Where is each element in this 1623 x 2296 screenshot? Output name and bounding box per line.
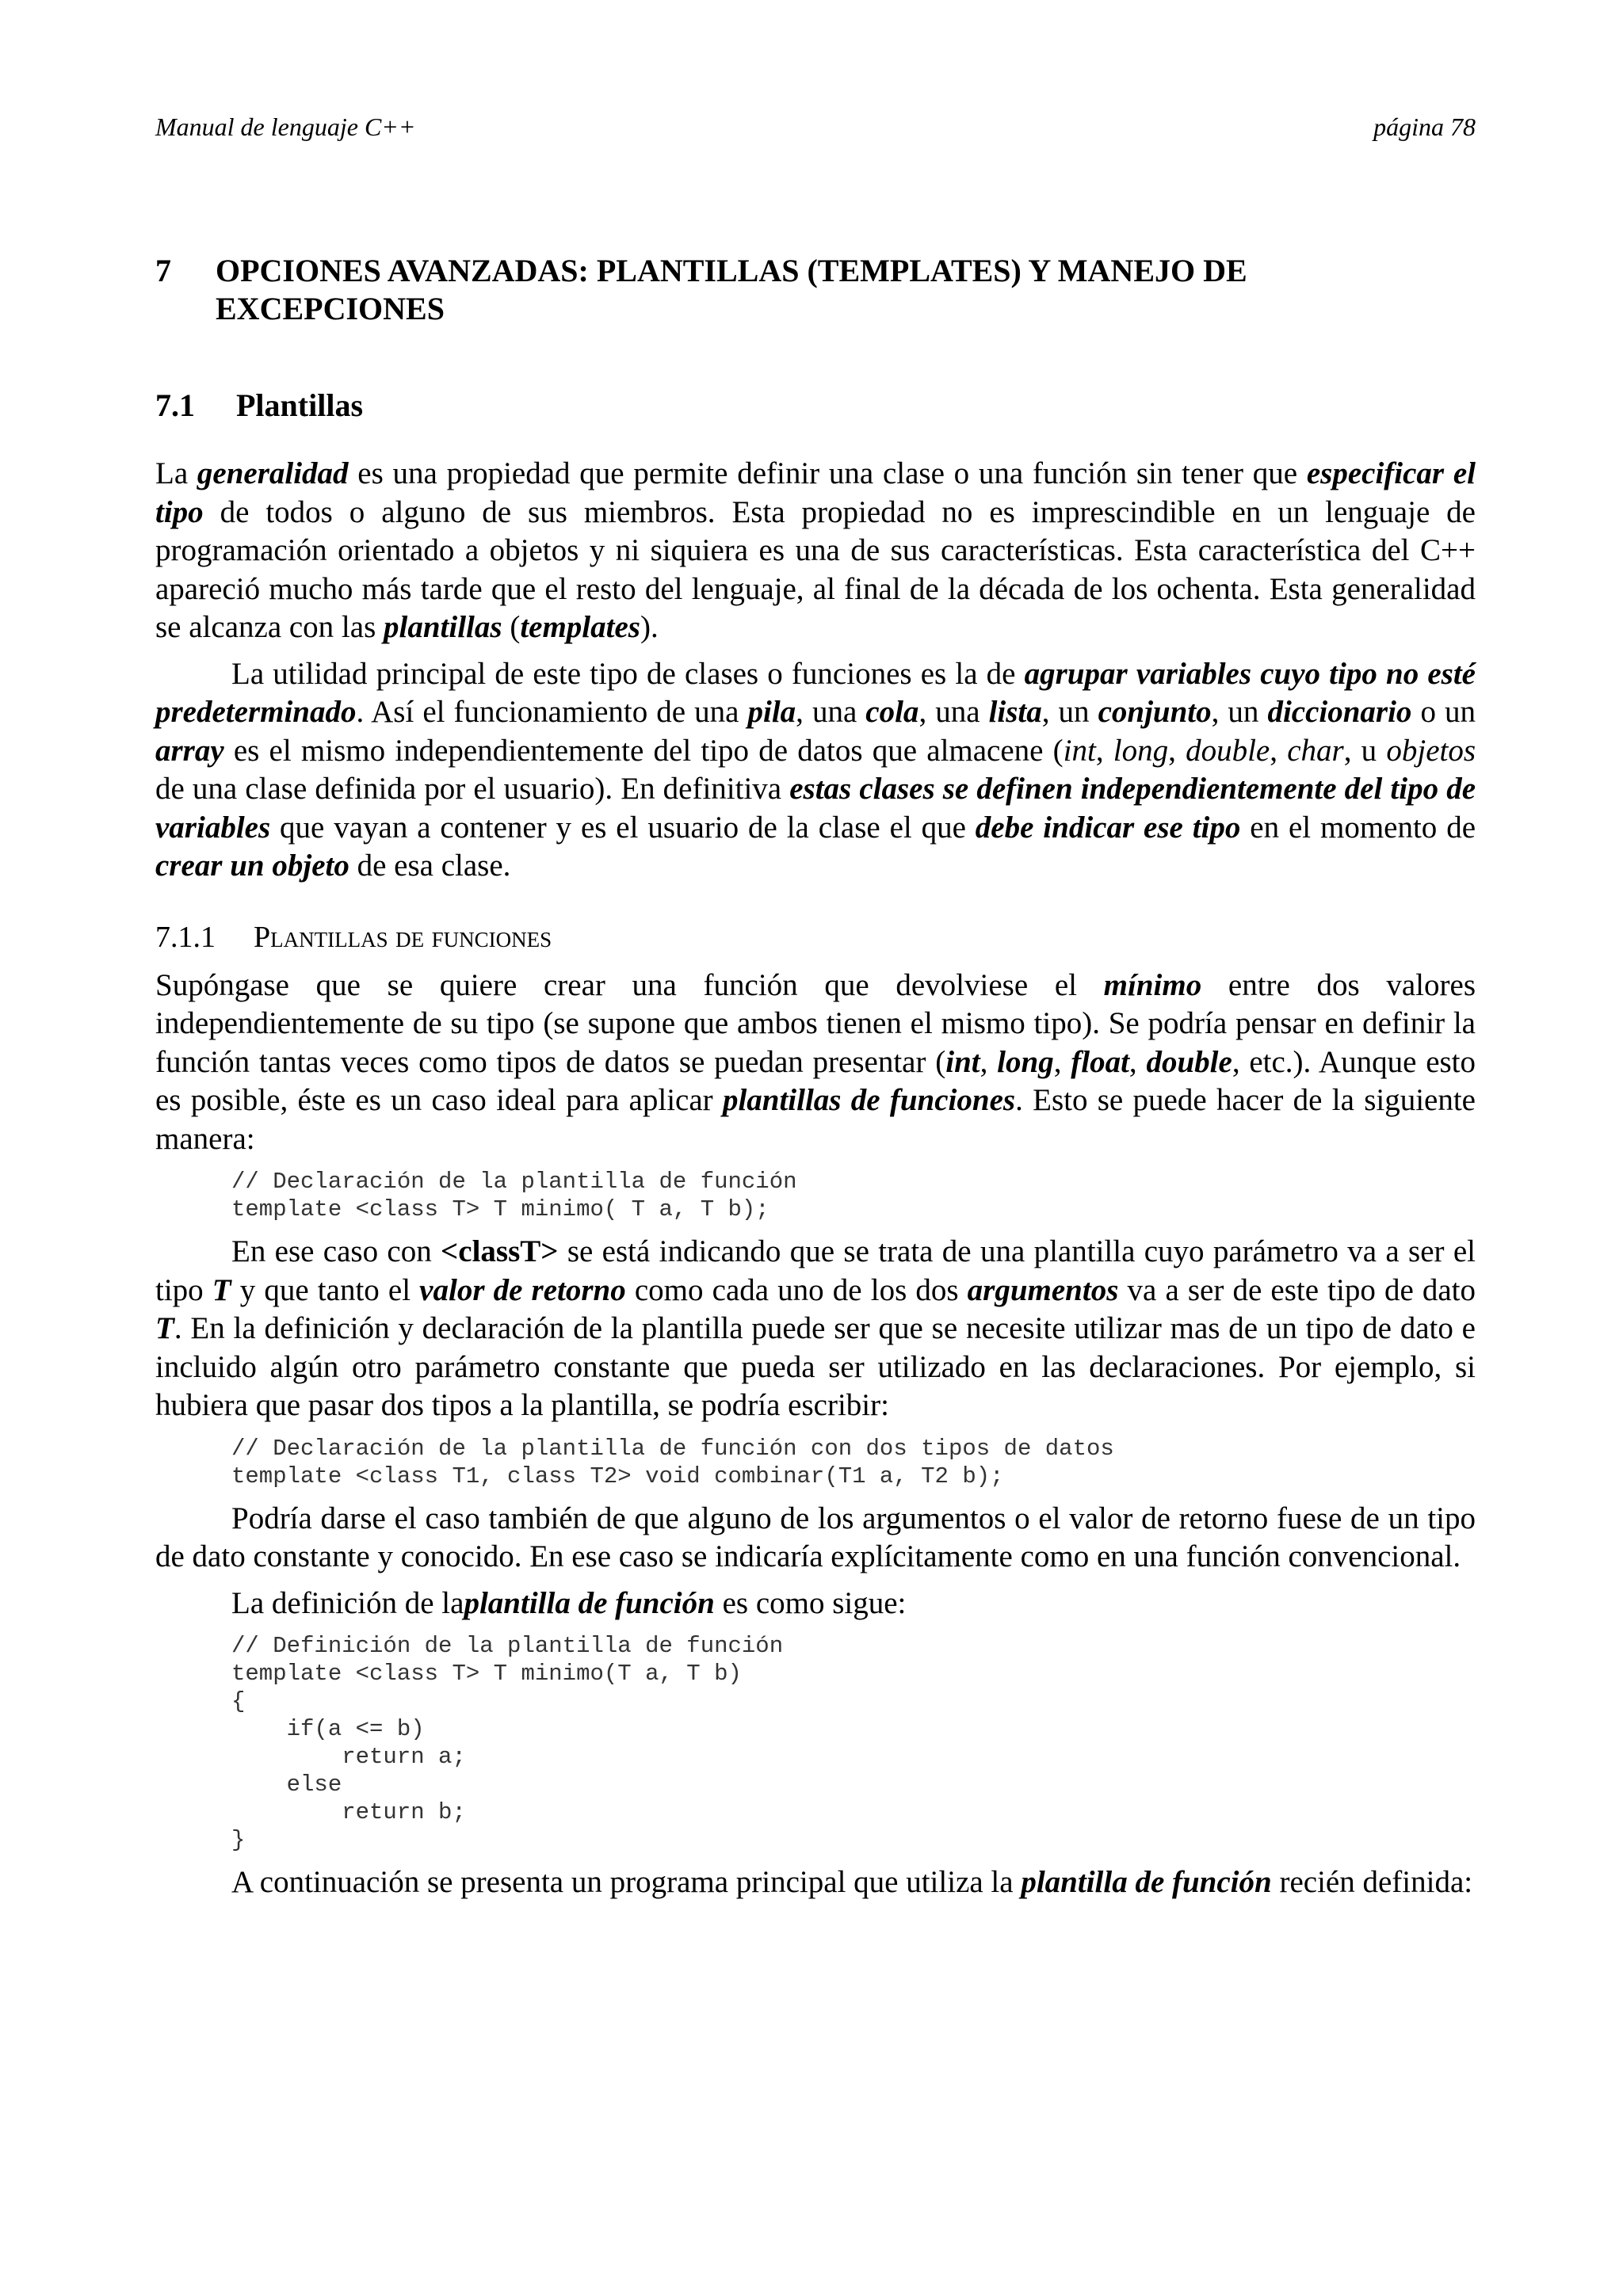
paragraph-programa: A continuación se presenta un programa principal que utiliza la plantilla de función recién definida: xyxy=(231,1865,1473,1899)
paragraph-constante: Podría darse el caso también de que alguno de los argumentos o el valor de retorno fuese de un tipo de dato constante y conocido. En ese caso se indicaría explícitamente como en una función convencional. xyxy=(155,1501,1476,1573)
code-block-two-types: // Declaración de la plantilla de función con dos tipos de datos template <class T1, class T2> void combinar(T1 a, T2 b); xyxy=(231,1435,1114,1489)
subsection-number: 7.1.1 xyxy=(155,920,216,954)
code-block-declaration: // Declaración de la plantilla de función template <class T> T minimo( T a, T b); xyxy=(231,1169,797,1222)
subsection-title: Plantillas de funciones xyxy=(254,920,552,954)
section-heading xyxy=(155,387,1476,425)
header-title: Manual de lenguaje C++ xyxy=(155,113,416,141)
chapter-title: OPCIONES AVANZADAS: PLANTILLAS (TEMPLATES) Y MANEJO DE EXCEPCIONES xyxy=(216,253,1247,326)
header-page-number: página 78 xyxy=(1373,113,1476,141)
subsection-heading xyxy=(155,919,1476,955)
chapter-heading xyxy=(155,252,1476,328)
page-content xyxy=(155,252,1476,1902)
section-title: Plantillas xyxy=(236,387,364,423)
paragraph-definicion: La definición de laplantilla de función es como sigue: xyxy=(231,1585,907,1620)
section-number: 7.1 xyxy=(155,387,195,423)
code-block-definition: // Definición de la plantilla de función template <class T> T minimo(T a, T b) { if(a <= b) return a; else return b; } xyxy=(231,1633,784,1853)
paragraph-generalidad: La generalidad es una propiedad que permite definir una clase o una función sin tener que especificar el tipo de todos o alguno de sus miembros. Esta propiedad no es imprescindible en un lenguaje de programación orientado a objetos y ni siquiera es una de sus características. Esta característica del C++ apareció mucho más tarde que el resto del lenguaje, al final de la década de los ochenta. Esta generalidad se alcanza con las plantillas (templates). xyxy=(155,456,1476,644)
paragraph-classT: En ese caso con <classT> se está indicando que se trata de una plantilla cuyo parámetro va a ser el tipo T y que tanto el valor de retorno como cada uno de los dos argumentos va a ser de este tipo de dato T. En la definición y declaración de la plantilla puede ser que se necesite utilizar mas de un tipo de dato e incluido algún otro parámetro constante que pueda ser utilizado en las declaraciones. Por ejemplo, si hubiera que pasar dos tipos a la plantilla, se podría escribir: xyxy=(155,1234,1476,1422)
chapter-number: 7 xyxy=(155,253,171,288)
paragraph-minimo: Supóngase que se quiere crear una función que devolviese el mínimo entre dos valores independientemente de su tipo (se supone que ambos tienen el mismo tipo). Se podría pensar en definir la función tantas veces como tipos de datos se puedan presentar (int, long, float, double, etc.). Aunque esto es posible, éste es un caso ideal para aplicar plantillas de funciones. Esto se puede hacer de la siguiente manera: xyxy=(155,967,1476,1156)
paragraph-utilidad: La utilidad principal de este tipo de clases o funciones es la de agrupar variables cuyo tipo no esté predeterminado. Así el funcionamiento de una pila, una cola, una lista, un conjunto, un diccionario o un array es el mismo independientemente del tipo de datos que almacene (int, long, double, char, u objetos de una clase definida por el usuario). En definitiva estas clases se definen independientemente del tipo de variables que vayan a contener y es el usuario de la clase el que debe indicar ese tipo en el momento de crear un objeto de esa clase. xyxy=(155,656,1476,883)
